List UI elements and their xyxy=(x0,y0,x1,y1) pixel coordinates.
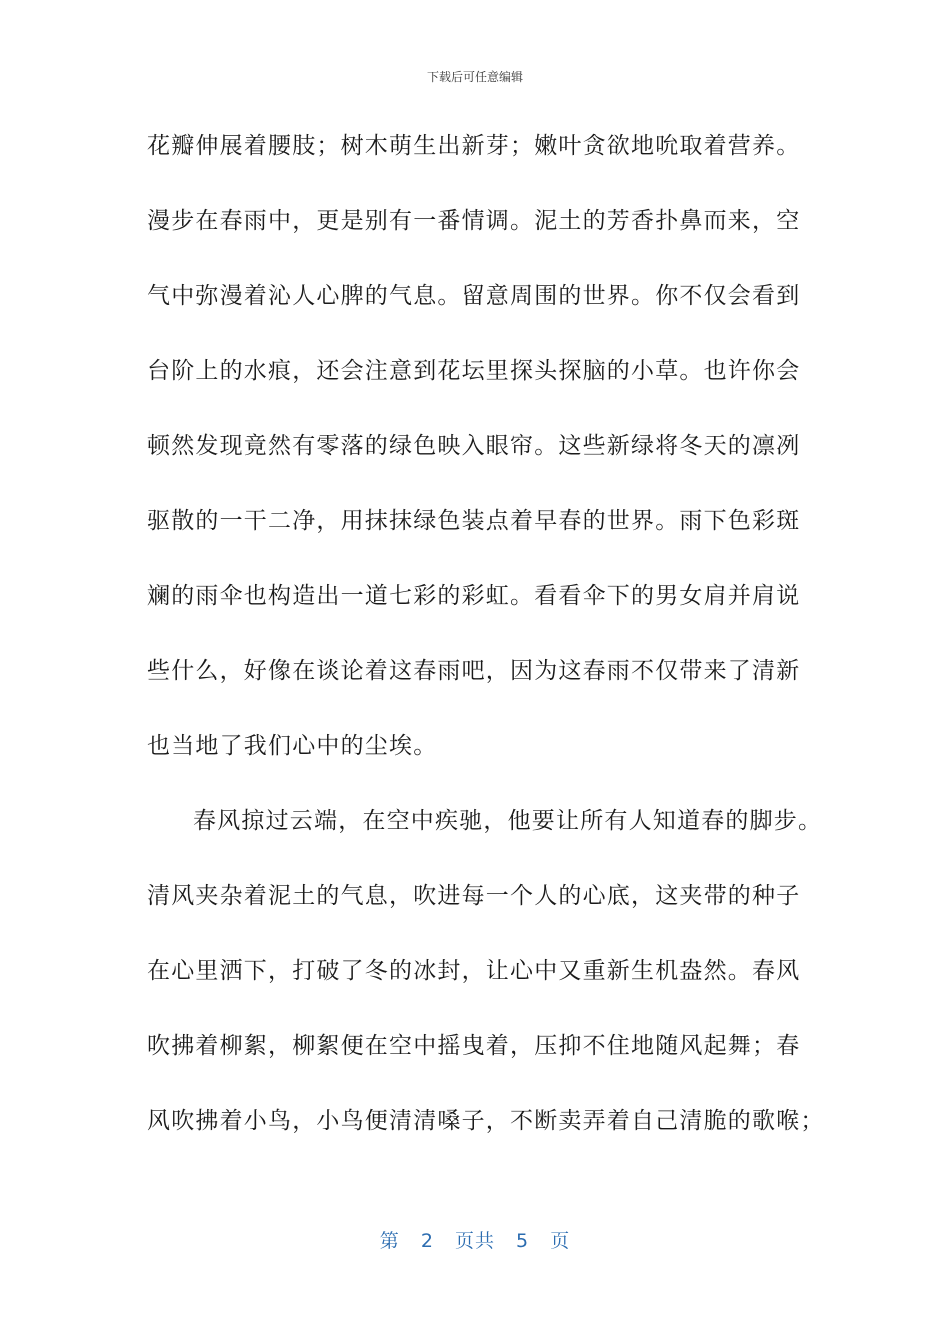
page-middle-text: 页共 xyxy=(454,1230,495,1252)
page-prefix: 第 xyxy=(379,1230,400,1252)
text-line: 吹拂着柳絮，柳絮便在空中摇曳着，压抑不住地随风起舞；春 xyxy=(147,1033,801,1059)
text-line: 也当地了我们心中的尘埃。 xyxy=(147,733,438,759)
page-suffix: 页 xyxy=(550,1230,571,1252)
text-line: 台阶上的水痕，还会注意到花坛里探头探脑的小草。也许你会 xyxy=(147,358,801,384)
text-line: 清风夹杂着泥土的气息，吹进每一个人的心底，这夹带的种子 xyxy=(147,883,801,909)
text-line: 斓的雨伞也构造出一道七彩的彩虹。看看伞下的男女肩并肩说 xyxy=(147,583,801,609)
document-body xyxy=(147,128,827,1178)
text-line: 在心里洒下，打破了冬的冰封，让心中又重新生机盎然。春风 xyxy=(147,958,801,984)
text-line: 顿然发现竟然有零落的绿色映入眼帘。这些新绿将冬天的凛冽 xyxy=(147,433,801,459)
header-note: 下载后可任意编辑 xyxy=(426,70,523,84)
paragraph-start-line: 春风掠过云端，在空中疾驰，他要让所有人知道春的脚步。 xyxy=(193,808,823,834)
text-line: 气中弥漫着沁人心脾的气息。留意周围的世界。你不仅会看到 xyxy=(147,283,801,309)
text-line: 漫步在春雨中，更是别有一番情调。泥土的芳香扑鼻而来，空 xyxy=(147,208,801,234)
page-number-footer xyxy=(0,1226,950,1253)
text-line: 驱散的一干二净，用抹抹绿色装点着早春的世界。雨下色彩斑 xyxy=(147,508,801,534)
current-page-number: 2 xyxy=(420,1230,434,1252)
text-line: 些什么，好像在谈论着这春雨吧，因为这春雨不仅带来了清新 xyxy=(147,658,801,684)
text-line: 风吹拂着小鸟，小鸟便清清嗓子，不断卖弄着自己清脆的歌喉； xyxy=(147,1108,825,1134)
total-pages-number: 5 xyxy=(516,1230,530,1252)
text-line: 花瓣伸展着腰肢；树木萌生出新芽；嫩叶贪欲地吮取着营养。 xyxy=(147,133,801,159)
